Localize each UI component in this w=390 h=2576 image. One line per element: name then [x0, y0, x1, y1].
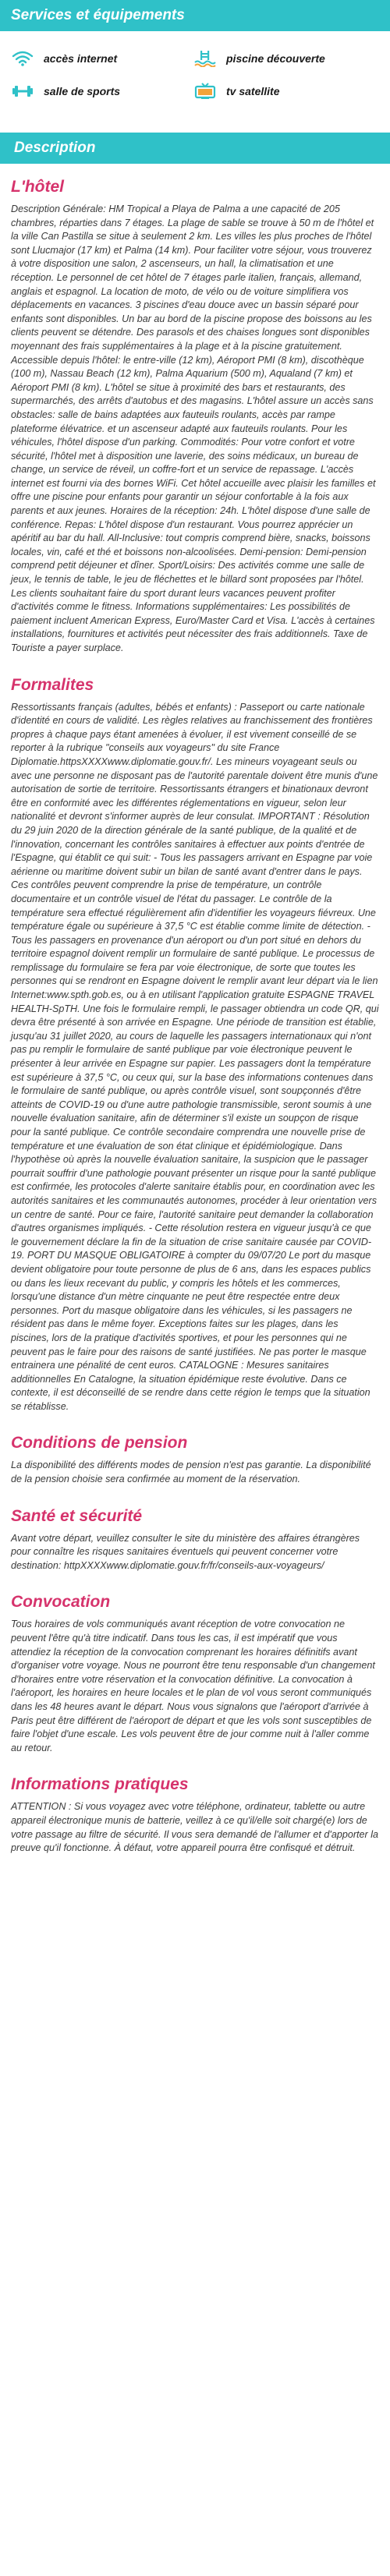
amenity-label: salle de sports — [44, 85, 121, 97]
amenity-pool — [193, 50, 376, 67]
section-title-hotel: L'hôtel — [11, 178, 64, 196]
amenities-grid — [0, 31, 390, 115]
pension-text: La disponibilité des différents modes de pension n'est pas garantie. La disponibilité de la pension choisie sera confirmée au moment de la réservation. — [11, 1460, 371, 1485]
pool-icon — [193, 50, 217, 67]
amenity-internet — [11, 50, 193, 67]
amenity-label: tv satellite — [226, 85, 280, 97]
hotel-description: Description Générale: HM Tropical a Playa de Palma a une capacité de 205 chambres, réparties dans 7 étages. La plage de sable se trouve à 50 m de l'hôtel et la ville Can Pastilla se situe à seulement 2 km. Les villes les plus proches de l'hôtel sont Llucmajor (17 km) et Palma (14 km). Pour faciliter votre séjour, vous trouverez à votre disposition une salon, 2 ascenseurs, un hall, la climatisation et une réception. Le personnel de cet hôtel de 7 étages parle italien, français, allemand, anglais et espagnol. La location de moto, de vélo ou de voiture simplifiera vos déplacements en vacances. 3 piscines d'eau douce avec un bassin séparé pour enfants sont disponibles. Un bar au bord de la piscine propose des boissons au les clients peuvent se détendre. Des parasols et des chaises longues sont disponibles moyennant des frais supplémentaires à la plage et à la piscine gratuitement. Accessible depuis l'hôtel: le entre-ville (12 km), Aéroport PMI (8 km), discothèque (100 m), Nassau Beach (12 km), Palma Aquarium (500 m), Aqualand (7 km) et Aéroport PMI (8 km). L'hôtel se situe à proximité des bars et restaurants, des supermarchés, des arrêts d'autobus et des magasins. L'hôtel assure un accès sans obstacles: salle de bains adaptées aux fauteuils roulants, accès par rampe plateforme élévatrice. et un ascenseur adapté aux fauteuils roulants. Pour les véhicules, l'hôtel dispose d'un parking. Commodités: Pour votre confort et votre sécurité, l'hôtel met à disposition une laverie, des soins médicaux, un bureau de change, un service de réveil, un coffre-fort et un service de repassage. L'accès internet est fourni via des bornes WiFi. Cet hôtel accueille avec plaisir les familles et offre une piscine pour enfants pour garantir un séjour confortable à la fois aux parents et aux jeunes. Horaires de la réception: 24h. L'hôtel dispose d'une salle de conférence. Repas: L'hôtel dispose d'un restaurant. Vous pourrez apprécier un apéritif au bar du hall. All-Inclusive: tout compris comprend bière, snacks, boissons locales, vin, café et thé et boissons non-alcoolisées. Demi-pension: Demi-pension comprend petit déjeuner et dîner. Sport/Loisirs: Des activités comme une salle de jeux, le tennis de table, le jeu de fléchettes et le billard sont proposées par l'hôtel. Les clients souhaitant faire du sport durant leurs vacances peuvent profiter d'activités comme le fitness. Informations supplémentaires: Les possibilités de paiement incluent American Express, Euro/Master Card et Visa. L'accès à certaines installations, fournitures et activités peut nécessiter des frais additionnels. Taxe de Touriste a payer surplace. — [11, 203, 376, 653]
convocation-text: Tous horaires de vols communiqués avant réception de votre convocation ne peuvent l'être qu'à titre indicatif. Dans tous les cas, il est impératif que vous attendiez la réception de la convocation comprenant les horaires définitifs avant d'organiser votre voyage. Nous ne pourront être tenu responsable d'un changement d'horaires entre votre réservation et la convocation définitive. La convocation à l'aéroport, les horaires en heure locales et le plan de vol vous seront communiqués dans les 48 heures avant le départ. Nous vous signalons que l'aéroport d'arrivée à Paris peut être différent de l'aéroport de départ et que les vols sont susceptibles de faire l'objet d'une escale. Les vols peuvent être de jour comme nuit à l'aller comme au retour. — [11, 1619, 375, 1753]
sante-text: Avant votre départ, veuillez consulter le site du ministère des affaires étrangères pour connaître les risques sanitaires éventuels qui peuvent concerner votre destination: httpXXXXwww.diplomatie.gouv.fr/fr/conseils-aux-voyageurs/ — [11, 1532, 360, 1571]
amenity-tv — [193, 83, 376, 100]
amenity-label: piscine découverte — [226, 52, 325, 65]
pratiques-text: ATTENTION : Si vous voyagez avec votre téléphone, ordinateur, tablette ou autre appareil électronique munis de batterie, veillez à ce qu'il/elle soit chargé(e) lors de votre passage au filtre de sécurité. Il vous sera demandé de l'allumer et d'apporter la preuve qu'il fonctionne. À défaut, votre appareil pourra être confisqué et détruit. — [11, 1801, 379, 1854]
section-title-pension: Conditions de pension — [11, 1434, 188, 1453]
description-banner — [0, 133, 390, 164]
formalites-text: Ressortissants français (adultes, bébés et enfants) : Passeport ou carte nationale d'identité en cours de validité. Les règles relatives au franchissement des frontières propres à chaque pays étant amenées à évoluer, il est vivement conseillé de se reporter à la rubrique "conseils aux voyageurs" du site France Diplomatie.httpsXXXXwww.diplomatie.gouv.fr/. Les mineurs voyageant seuls ou avec une personne ne disposant pas de l'autorité parentale doivent être munis d'une autorisation de sortie de territoire. Ressortissants étrangers et binationaux devront être en conformité avec les différentes réglementations en vigueur, selon leur nationalité et devront s'informer auprès de leur consulat. IMPORTANT : Résolution du 29 juin 2020 de la direction générale de la santé publique, de la qualité et de l'innovation, concernant les contrôles sanitaires à effectuer aux points d'entrée de l'Espagne, qui établit ce qui suit: - Tous les passagers arrivant en Espagne par voie aérienne ou maritime doivent subir un bilan de santé avant d'entrer dans le pays. Ces contrôles peuvent comprendre la prise de température, un contrôle documentaire et un contrôle visuel de l'état du passager. Le contrôle de la température sera effectué régulièrement afin d'identifier les voyageurs fiévreux. Une température égale ou supérieure à 37,5 °C est établie comme limite de détection. - Tous les passagers en provenance d'un aéroport ou d'un port situé en dehors du territoire espagnol doivent remplir un formulaire de santé publique. Le processus de remplissage du formulaire se fera par voie électronique, de sorte que toutes les personnes qui se rendront en Espagne doivent le remplir avant leur départ via le lien Internet:www.spth.gob.es, ou à en utilisant l'application gratuite ESPAGNE TRAVEL HEALTH-SpTH. Une fois le formulaire rempli, le passager obtiendra un code QR, qui devra être présenté à son arrivée en Espagne. Une période de transition est établie, jusqu'au 31 juillet 2020, au cours de laquelle les passagers internationaux qui n'ont pas pu remplir le formulaire de santé publique par voie électronique peuvent le présenter à leur arrivée en Espagne sur papier. Les passagers dont la température est supérieure à 37,5 °C, ou ceux qui, sur la base des informations contenues dans le formulaire de santé publique, ou après contrôle visuel, sont soupçonnés d'être atteints de COVID-19 ou d'une autre pathologie transmissible, seront soumis à une nouvelle évaluation sanitaire, afin de déterminer s'il existe un soupçon de risque pour la santé publique. Ce contrôle secondaire comprendra une nouvelle prise de température et une évaluation de son état clinique et épidémiologique. Dans l'hypothèse où après la nouvelle évaluation sanitaire, la suspicion que le passager pourrait souffrir d'une pathologie pouvant présenter un risque pour la santé publique est confirmée, les protocoles d'alerte sanitaire établis pour, en coordination avec les autorités sanitaires et les communautés autonomes, procéder à leur orientation vers un centre de santé. Pour ce faire, l'autorité sanitaire peut demander la collaboration d'autres organismes impliqués. - Cette résolution restera en vigueur jusqu'à ce que le gouvernement déclare la fin de la situation de crise sanitaire causée par COVID-19. PORT DU MASQUE OBLIGATOIRE à compter du 09/07/20 Le port du masque devient obligatoire pour toute personne de plus de 6 ans, dans les espaces publics ou dans les lieux recevant du public, y compris les hôtels et les commerces, lorsqu'une distance d'un mètre cinquante ne peut être respectée entre deux personnes. Port du masque obligatoire dans les véhicules, si les passagers ne résident pas dans le même foyer. Exceptions faites sur les plages, dans les piscines, lors de la pratique d'activités sportives, et pour les personnes qui ne peuvent pas le faire pour des raisons de santé justifiées. Ne pas porter le masque entrainera une pénalité de cent euros. CATALOGNE : Mesures sanitaires additionnelles En Catalogne, la situation épidémique reste évolutive. Dans ce contexte, il est déconseillé de se rendre dans cette région le temps que la situation se rétablisse. — [11, 701, 379, 1412]
section-title-pratiques: Informations pratiques — [11, 1775, 189, 1794]
tv-icon — [193, 83, 217, 100]
section-title-convocation: Convocation — [11, 1593, 111, 1612]
wifi-icon — [11, 50, 34, 67]
bottom-gap — [0, 1856, 390, 1867]
description-title: Description — [14, 140, 96, 156]
services-banner — [0, 0, 390, 31]
spacer — [0, 115, 390, 133]
services-title: Services et équipements — [11, 7, 185, 23]
section-title-sante: Santé et sécurité — [11, 1506, 143, 1525]
section-title-formalites: Formalites — [11, 675, 94, 694]
dumbbell-icon — [11, 83, 34, 100]
amenity-gym — [11, 83, 193, 100]
amenity-label: accès internet — [44, 52, 118, 65]
